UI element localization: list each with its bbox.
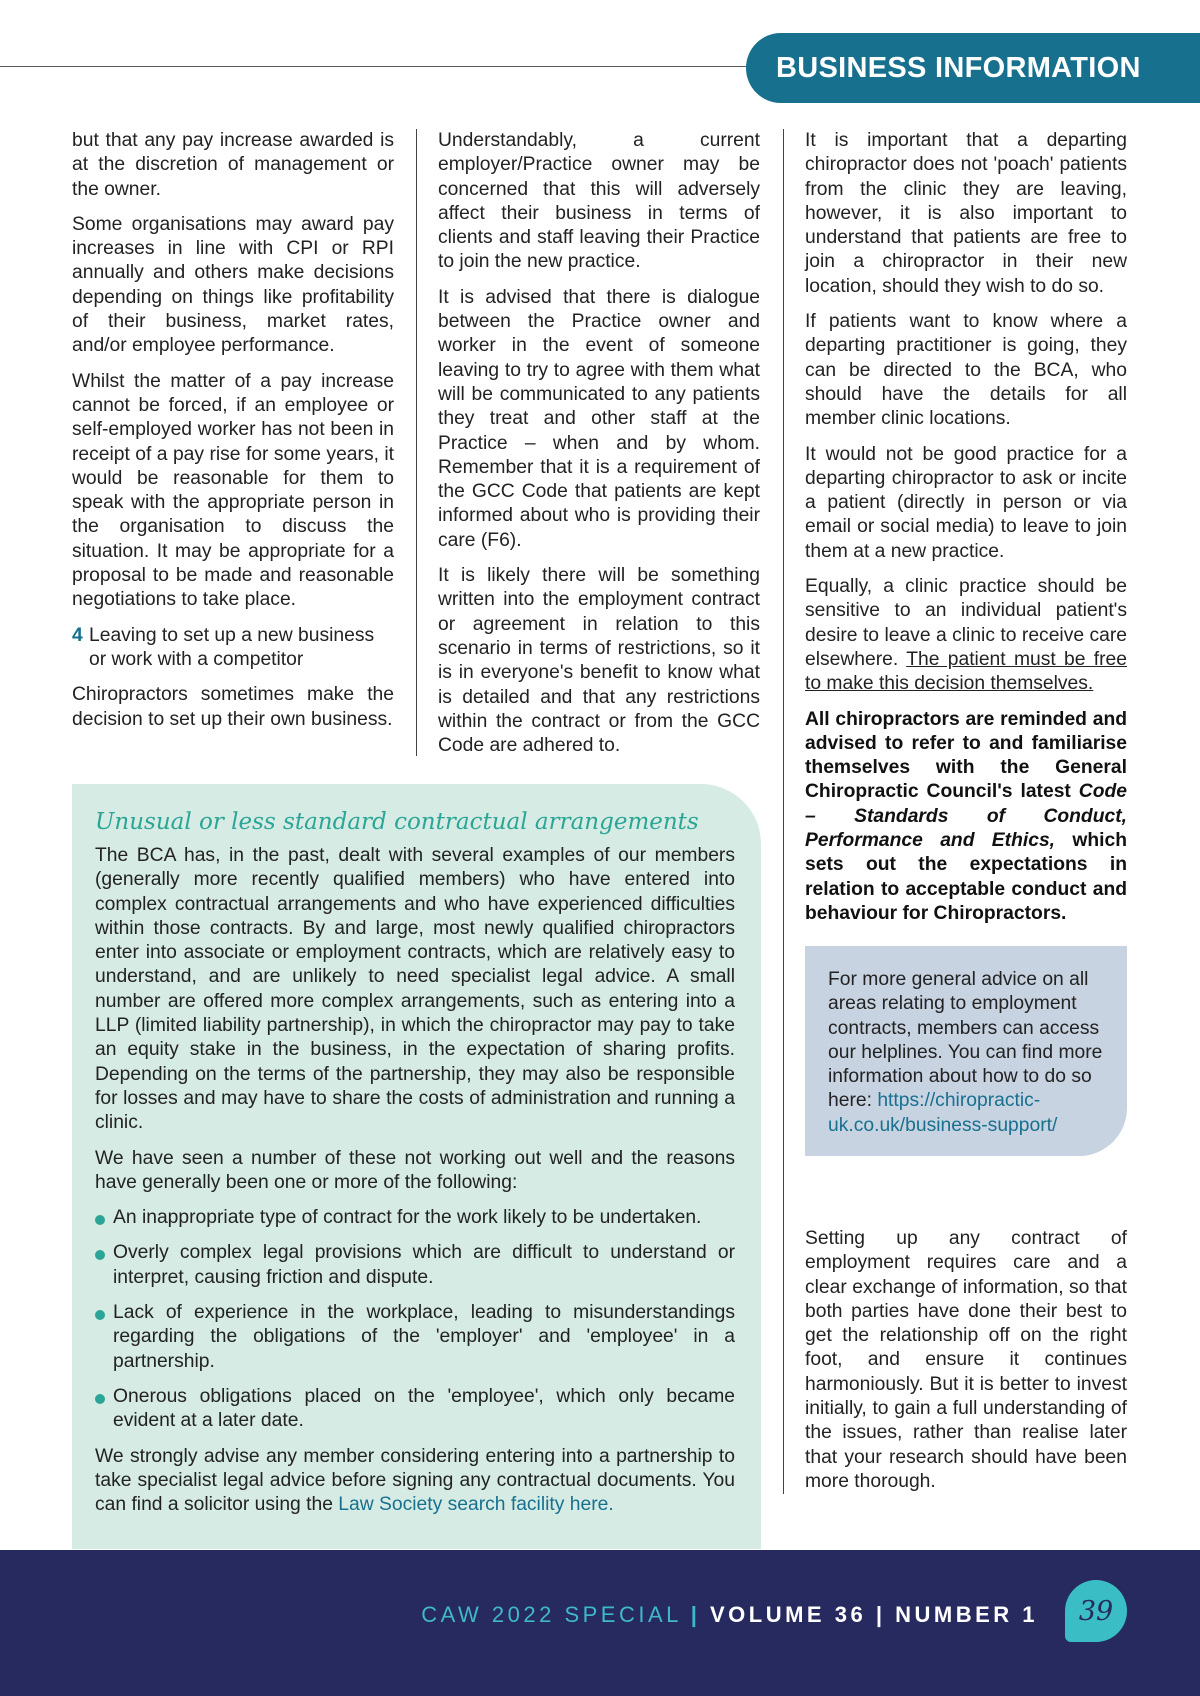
list-item <box>95 1385 735 1434</box>
paragraph: Understandably, a current employer/Practice owner may be concerned that this will adversely affect their business in terms of clients and staff leaving their Practice to join the new practice. <box>438 130 760 273</box>
list-item-text: Lack of experience in the workplace, leading to misunderstandings regarding the obligations of the 'employer' and 'employee' in a partnership. <box>113 1302 735 1372</box>
heading-text: Leaving to set up a new business or work with a competitor <box>89 624 375 670</box>
list-item <box>95 1301 735 1374</box>
separator: | <box>875 1602 886 1627</box>
bullet-icon <box>95 1215 105 1225</box>
paragraph: Chiropractors sometimes make the decision to set up their own business. <box>72 684 394 730</box>
callout-box <box>72 784 761 1549</box>
publication-name: CAW 2022 SPECIAL <box>421 1602 682 1627</box>
bold-text: which sets out the expectations in relation to acceptable conduct and behaviour for Chiropractors. <box>805 830 1127 924</box>
paragraph: We have seen a number of these not working out well and the reasons have generally been one or more of the following: <box>95 1147 735 1193</box>
paragraph: Setting up any contract of employment requires care and a clear exchange of information, so that both parties have done their best to get the relationship off on the right foot, and ensure it continues harmoniously. But it is better to invest initially, to gain a full understanding of the issues, rather than realise later that your research should have been more thorough. <box>805 1228 1127 1492</box>
section-title: BUSINESS INFORMATION <box>776 51 1141 84</box>
page-number: 39 <box>1078 1595 1114 1627</box>
business-support-link[interactable]: https://chiropractic-uk.co.uk/business-support/ <box>828 1090 1058 1136</box>
column-3 <box>805 129 1127 937</box>
paragraph: Some organisations may award pay increases in line with CPI or RPI annually and others make decisions depending on things like profitability of their business, market rates, and/or employee performance. <box>72 213 394 357</box>
paragraph <box>805 575 1127 696</box>
advice-text: For more general advice on all areas relating to employment contracts, members can access our helplines. You can find more information about how to do so here: <box>828 969 1103 1112</box>
paragraph <box>95 1445 735 1518</box>
bullet-icon <box>95 1310 105 1320</box>
paragraph: The BCA has, in the past, dealt with several examples of our members (generally more recently qualified members) who have entered into complex contractual arrangements and who have experienced difficulties within those contracts. By and large, most newly qualified chiropractors enter into associate or employment contracts, which are relatively easy to understand, and are unlikely to need specialist legal advice. A small number are offered more complex arrangements, such as entering into a LLP (limited liability partnership), in which the chiropractor may pay to take an equity stake in the business, in the expectation of sharing profits. Depending on the terms of the partnership, they may also be responsible for losses and may have to share the costs of administration and running a clinic. <box>95 845 735 1134</box>
list-item-text: Onerous obligations placed on the 'employee', which only became evident at a later date. <box>113 1385 735 1432</box>
column-3-closing <box>805 1227 1127 1505</box>
volume-label: VOLUME 36 <box>709 1602 867 1627</box>
column-2 <box>438 129 760 769</box>
footer-publication-line <box>421 1602 1038 1628</box>
page-number-badge <box>1065 1580 1127 1642</box>
list-item-text: An inappropriate type of contract for the work likely to be undertaken. <box>113 1207 702 1229</box>
bullet-icon <box>95 1394 105 1404</box>
footer <box>0 1550 1200 1696</box>
code-title: Code – Standards of Conduct, Performance and Ethics, <box>805 781 1127 852</box>
header-rule <box>0 66 760 67</box>
separator: | <box>690 1602 701 1627</box>
paragraph-text: Equally, a clinic practice should be sensitive to an individual patient's desire to leave a clinic to receive care elsewhere. <box>805 576 1127 670</box>
underlined-text: The patient must be free to make this decision themselves. <box>805 648 1128 695</box>
column-1 <box>72 129 394 743</box>
section-header-tab <box>746 33 1200 103</box>
paragraph: Whilst the matter of a pay increase cannot be forced, if an employee or self-employed worker has not been in receipt of a pay rise for some years, it would be reasonable for them to speak with the appropriate person in the organisation to discuss the situation. It may be appropriate for a proposal to be made and reasonable negotiations to take place. <box>72 370 394 611</box>
paragraph-text: We strongly advise any member considering entering into a partnership to take specialist legal advice before signing any contractual documents. You can find a solicitor using the <box>95 1445 735 1516</box>
paragraph: It is advised that there is dialogue between the Practice owner and worker in the event of someone leaving to try to agree with them what will be communicated to any patients they treat and other staff at the Practice – when and by whom. Remember that it is a requirement of the GCC Code that patients are kept informed about who is providing their care (F6). <box>438 286 760 551</box>
paragraph: If patients want to know where a departing practitioner is going, they can be directed to the BCA, who should have the details for all member clinic locations. <box>805 311 1127 430</box>
bold-text: All chiropractors are reminded and advised to refer to and familiarise themselves with the General Chiropractic Council's latest <box>805 708 1127 803</box>
list-item-text: Overly complex legal provisions which are difficult to understand or interpret, causing friction and dispute. <box>113 1242 735 1288</box>
paragraph: It is important that a departing chiropractor does not 'poach' patients from the clinic they are leaving, however, it is also important to understand that patients are free to join a chiropractor in their new location, should they wish to do so. <box>805 130 1127 297</box>
column-divider <box>416 129 417 756</box>
column-divider <box>783 129 784 1494</box>
advice-box <box>805 946 1127 1156</box>
list-item <box>95 1241 735 1290</box>
paragraph: It would not be good practice for a departing chiropractor to ask or incite a patient (directly in person or via email or social media) to leave to join them at a new practice. <box>805 443 1127 562</box>
list-item <box>95 1206 735 1230</box>
numbered-heading <box>72 624 394 673</box>
bold-paragraph <box>805 708 1127 927</box>
callout-title: Unusual or less standard contractual arrangements <box>95 809 699 835</box>
heading-number: 4 <box>72 624 83 646</box>
paragraph: but that any pay increase awarded is at the discretion of management or the owner. <box>72 130 394 200</box>
reasons-list <box>95 1206 735 1433</box>
issue-number: NUMBER 1 <box>895 1602 1038 1627</box>
paragraph: It is likely there will be something written into the employment contract or agreement in relation to this scenario in terms of restrictions, so it is in everyone's benefit to know what is detailed and that any restrictions within the contract or from the GCC Code are adhered to. <box>438 565 760 757</box>
law-society-link[interactable]: Law Society search facility here. <box>338 1494 614 1516</box>
bullet-icon <box>95 1250 105 1260</box>
